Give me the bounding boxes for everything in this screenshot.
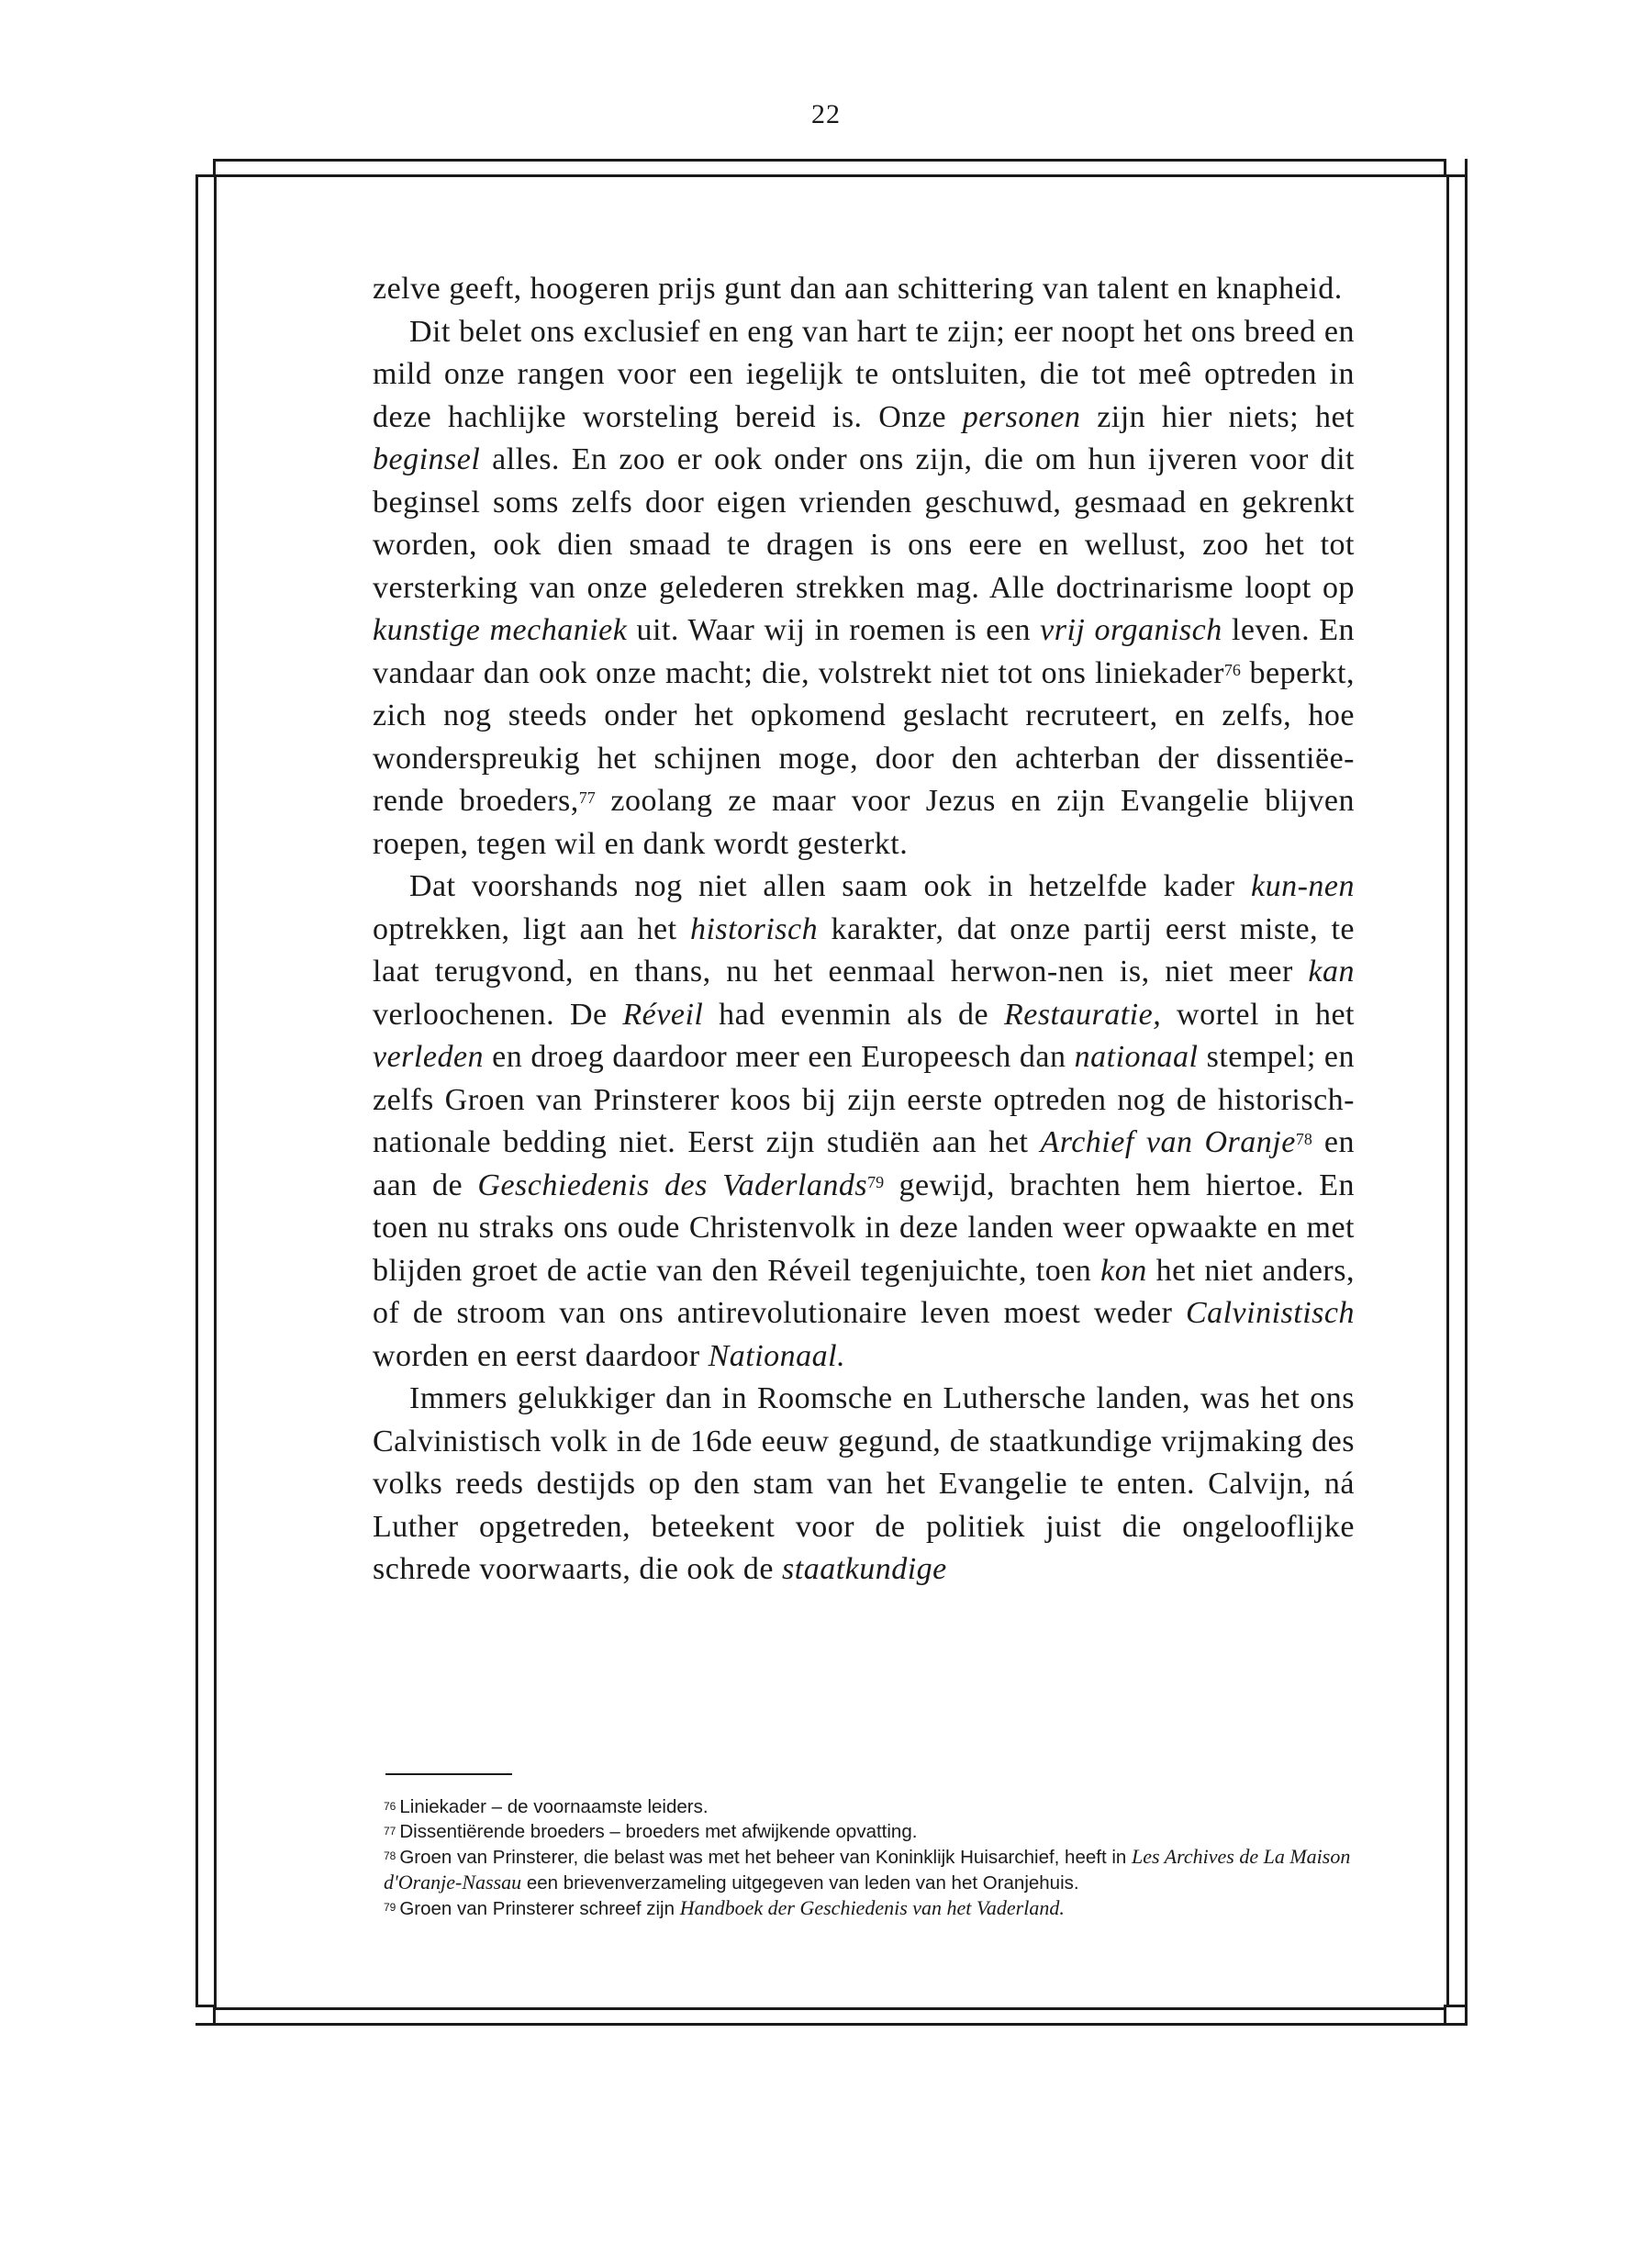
frame-corner-step	[213, 2005, 216, 2023]
footnote-79: $^{79}$ Groen van Prinsterer schreef zijn Handboek der Geschiedenis van het Vaderland.	[384, 1896, 1065, 1919]
frame-corner-step	[1444, 2005, 1465, 2007]
footnote-separator	[385, 1773, 512, 1775]
footnote-ref-77: 77	[578, 788, 596, 807]
footnote-ref-79: 79	[867, 1172, 885, 1191]
footnote-76: $^{76}$ Liniekader – de voornaamste leiders.	[384, 1796, 709, 1817]
frame-corner-step	[1444, 2005, 1446, 2023]
paragraph: Immers gelukkiger dan in Roomsche en Luthersche landen, was het ons Calvinistisch volk in de 16de eeuw gegund, de staatkundige vrijmaking des volks reeds destijds op den stam van het Evangelie te enten. Calvijn, ná Luther opgetreden, beteekent voor de politiek juist die ongelooflijke schrede voorwaarts, die ook de staatkundige	[373, 1381, 1355, 1586]
footnote-ref-78: 78	[1295, 1130, 1312, 1148]
footnotes	[384, 1794, 1375, 1921]
frame-corner-step	[213, 159, 216, 177]
frame-corner-step	[1444, 174, 1465, 177]
frame-corner-step	[1444, 159, 1446, 177]
footnote-ref-76: 76	[1223, 660, 1241, 679]
footnote-77: $^{77}$ Dissentiërende broeders – broeders met afwijkende opvatting.	[384, 1821, 918, 1842]
page-number: 22	[811, 99, 841, 129]
frame-corner-notch	[1445, 2005, 1465, 2023]
footnote-78: $^{78}$ Groen van Prinsterer, die belast was met het beheer van Koninklijk Huisarchief, heeft in Les Archives de La Maison d'Oranje-Nassau een brievenverzameling uitgegeven van leden van het Oranjehuis.	[384, 1845, 1351, 1894]
main-text	[373, 268, 1355, 1592]
paragraph: Dit belet ons exclusief en eng van hart te zijn; eer noopt het ons breed en mild onze rangen voor een iegelijk te ontsluiten, die tot meê optreden in deze hachlijke worsteling bereid is. Onze personen zijn hier niets; het beginsel alles. En zoo er ook onder ons zijn, die om hun ijveren voor dit beginsel soms zelfs door eigen vrienden geschuwd, gesmaad en gekrenkt worden, ook dien smaad te dragen is ons eere en wellust, zoo het tot versterking van onze gelederen strekken mag. Alle doctrinarisme loopt op kunstige mechaniek uit. Waar wij in roemen is een vrij organisch leven. En vandaar dan ook onze macht; die, volstrekt niet tot ons liniekader$^{76}$ beperkt, zich nog steeds onder het opkomend geslacht recruteert, en zelfs, hoe wonderspreukig het schijnen moge, door den achterban der dissentiëe-rende broeders,$^{77}$ zoolang ze maar voor Jezus en zijn Evangelie blijven roepen, tegen wil en dank wordt gesterkt.	[373, 314, 1356, 861]
paragraph: Dat voorshands nog niet allen saam ook in hetzelfde kader kun-nen optrekken, ligt aan het historisch karakter, dat onze partij eerst miste, te laat terugvond, en thans, nu het eenmaal herwon-nen is, niet meer kan verloochenen. De Réveil had evenmin als de Restauratie, wortel in het verleden en droeg daardoor meer een Europeesch dan nationaal stempel; en zelfs Groen van Prinsterer koos bij zijn eerste optreden nog de historisch-nationale bedding niet. Eerst zijn studiën aan het Archief van Oranje$^{78}$ en aan de Geschiedenis des Vaderlands$^{79}$ gewijd, brachten hem hiertoe. En toen nu straks ons oude Christenvolk in deze landen weer opwaakte en met blijden groet de actie van den Réveil tegenjuichte, toen kon het niet anders, of de stroom van ons antirevolutionaire leven moest weder Calvinistisch worden en eerst daardoor Nationaal.	[373, 869, 1356, 1373]
paragraph: zelve geeft, hoogeren prijs gunt dan aan schittering van talent en knapheid.	[373, 272, 1343, 306]
